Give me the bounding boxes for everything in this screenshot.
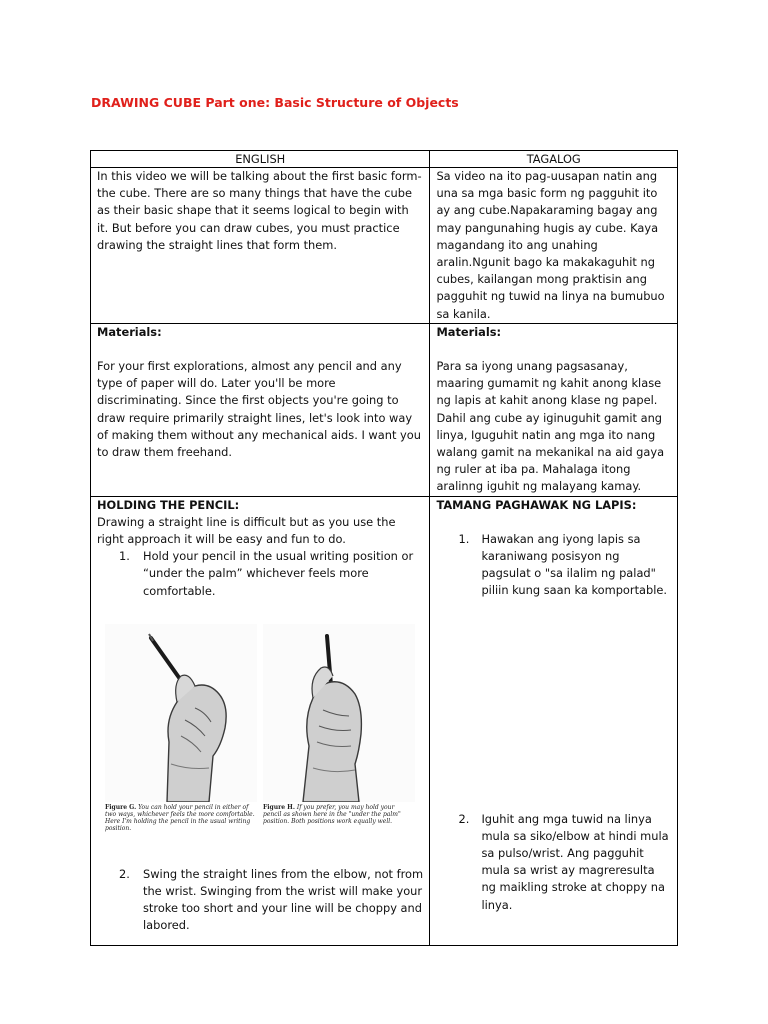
figure-g-label: Figure G. [105,803,137,811]
figure-h [263,624,415,825]
step-number: 1. [119,549,130,564]
figure-h-caption-text: If you prefer, you may hold your pencil as shown here in the "under the palm" position. Both positions work equally well. [263,803,401,825]
materials-english-cell [91,323,430,496]
materials-tagalog-heading: Materials: [436,324,502,339]
hand-writing-position-image [105,624,257,802]
pencil-tagalog-heading: TAMANG PAGHAWAK NG LAPIS: [436,497,637,512]
figure-g-caption-text: You can hold your pencil in either of two ways, whichever feels the more comfortable. Here I'm holding the pencil in the usual writing position. [105,803,255,832]
pencil-english-intro: Drawing a straight line is difficult but as you use the right approach it will be easy and fun to do. [97,514,396,547]
pencil-english-steps-2 [97,866,423,935]
pencil-english-cell [91,496,430,945]
pencil-tagalog-steps-2 [436,811,671,914]
figure-h-label: Figure H. [263,803,295,811]
header-row [91,151,678,168]
step-number: 2. [458,811,470,826]
materials-tagalog-text: Para sa iyong unang pagsasanay, maaring gumamit ng kahit anong klase ng lapis at kahit anong klase ng papel. Dahil ang cube ay iginuguhit gamit ang linya, Iguguhit natin ang mga ito nang walang gamit na mekanikal na aid gaya ng ruler at iba pa. Mahalaga itong aralinng iguhit ng malayang kamay. [436,359,665,494]
materials-tagalog-cell [430,323,678,496]
translation-table [90,150,678,946]
intro-row [91,168,678,324]
step-text: Hold your pencil in the usual writing position or “under the palm” whichever feels more comfortable. [143,549,414,598]
pencil-row [91,496,678,945]
pencil-tagalog-cell [430,496,678,945]
document-title: DRAWING CUBE Part one: Basic Structure of Objects [91,95,459,110]
intro-english-text: In this video we will be talking about the first basic form- the cube. There are so many things that have the cube as their basic shape that it seems logical to begin with it. But before you can draw cubes, you must practice drawing the straight lines that form them. [97,169,422,252]
list-item [436,811,671,914]
header-tagalog: TAGALOG [430,151,678,168]
figures [97,624,423,850]
list-item [97,866,423,935]
materials-english-heading: Materials: [97,324,162,339]
pencil-tagalog-steps [436,531,671,600]
figure-g [105,624,257,832]
step-text: Iguhit ang mga tuwid na linya mula sa siko/elbow at hindi mula sa pulso/wrist. Ang pagguhit mula sa wrist ay magreresulta ng maikling stroke at choppy na linya. [481,811,669,912]
step-number: 2. [119,866,130,881]
pencil-english-steps [97,548,423,600]
intro-english-cell [91,168,430,324]
figure-g-caption [105,804,255,832]
intro-tagalog-text: Sa video na ito pag-uusapan natin ang una sa mga basic form ng pagguhit ito ay ang cube.Napakaraming bagay ang may pangunahing hugis ay cube. Kaya magandang ito ang unahing aralin.Ngunit bago ka makakaguhit ng cubes, kailangan mong praktisin ang pagguhit ng tuwid na linya na bumubuo sa kanila. [436,169,665,321]
list-item [436,531,671,600]
step-text: Hawakan ang iyong lapis sa karaniwang posisyon ng pagsulat o "sa ilalim ng palad" piliin kung saan ka komportable. [481,531,668,598]
materials-english-text: For your first explorations, almost any pencil and any type of paper will do. Later you'll be more discriminating. Since the first objects you're going to draw require primarily straight lines, let's look into way of making them without any mechanical aids. I want you to draw them freehand. [97,359,421,460]
pencil-english-heading: HOLDING THE PENCIL: [97,497,240,512]
materials-row [91,323,678,496]
step-number: 1. [458,531,470,546]
header-english: ENGLISH [91,151,430,168]
step-text: Swing the straight lines from the elbow, not from the wrist. Swinging from the wrist will make your stroke too short and your line will be choppy and labored. [143,866,424,933]
figure-h-caption [263,804,413,825]
intro-tagalog-cell [430,168,678,324]
list-item [97,548,423,600]
hand-under-palm-image [263,624,415,802]
